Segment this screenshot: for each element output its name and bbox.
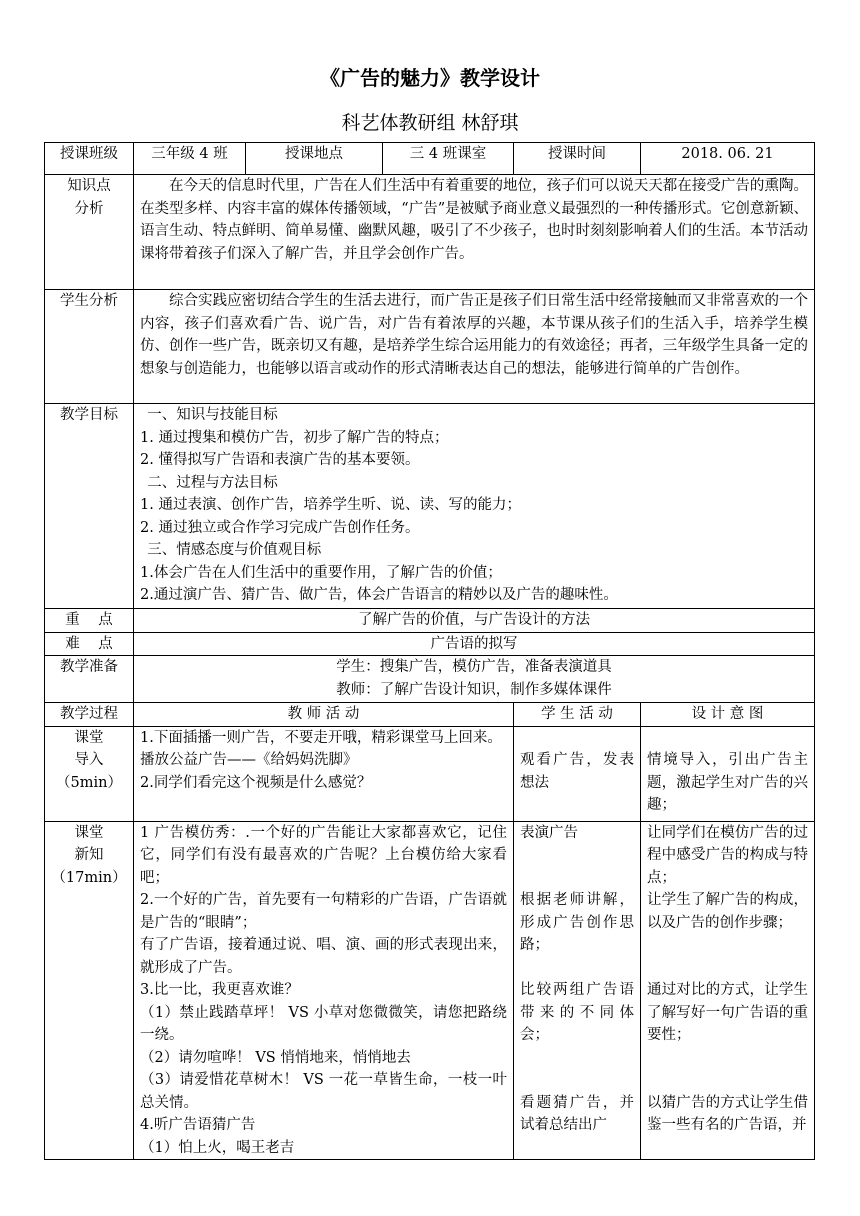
document-subtitle: 科艺体教研组 林舒琪 xyxy=(341,112,519,134)
difficulty-row xyxy=(45,632,815,656)
class-label: 授课班级 xyxy=(45,143,134,175)
goals-line: 1.体会广告在人们生活中的重要作用，了解广告的价值； xyxy=(140,564,502,581)
preparation-row xyxy=(45,656,815,703)
goals-line: 二、过程与方法目标 xyxy=(147,474,278,491)
place-label: 授课地点 xyxy=(246,143,383,175)
goals-line: 一、知识与技能目标 xyxy=(147,407,278,423)
stage-new-label: 课堂 新知 （17min） xyxy=(45,821,134,1160)
intent-column-header: 设 计 意 图 xyxy=(641,703,815,727)
stage-intro-teacher: 1.下面插播一则广告，不要走开哦，精彩课堂马上回来。 播放公益广告——《给妈妈洗脚》 2.同学们看完这个视频是什么感觉？ xyxy=(134,726,514,821)
key-point-row xyxy=(45,609,815,633)
goals-line: 三、情感态度与价值观目标 xyxy=(147,542,322,558)
stage-new-row xyxy=(45,821,815,1160)
student-column-header: 学 生 活 动 xyxy=(514,703,641,727)
students-text: 综合实践应密切结合学生的生活去进行，而广告正是孩子们日常生活中经常接触而又非常喜欢的一个内容，孩子们喜欢看广告、说广告，对广告有着浓厚的兴趣，本节课从孩子们的生活入手，培养学生模仿、创作一些广告，既亲切又有趣，是培养学生综合运用能力的有效途径；再者，三年级学生具备一定的想象与创造能力，也能够以语言或动作的形式清晰表达自己的想法，能够进行简单的广告创作。 xyxy=(134,290,815,404)
goals-line: 2. 懂得拟写广告语和表演广告的基本要领。 xyxy=(140,452,420,468)
preparation-text xyxy=(134,656,815,703)
process-label: 教学过程 xyxy=(45,703,134,727)
knowledge-row xyxy=(45,175,815,290)
goals-list xyxy=(134,404,815,609)
header-row xyxy=(45,143,815,175)
stage-intro-label: 课堂 导入 （5min） xyxy=(45,726,134,821)
lesson-plan-table xyxy=(44,142,815,1160)
goals-line: 1. 通过表演、创作广告，培养学生听、说、读、写的能力； xyxy=(140,497,521,513)
students-label: 学生分析 xyxy=(45,290,134,404)
goals-label: 教学目标 xyxy=(45,404,134,609)
stage-new-intent: 让同学们在模仿广告的过程中感受广告的构成与特点； 让学生了解广告的构成，以及广告的创作步骤； 通过对比的方式，让学生了解写好一句广告语的重要性； 以猜广告的方式让学生借鉴一些有名的广告语，并 xyxy=(641,821,815,1160)
stage-new-teacher: 1 广告模仿秀：.一个好的广告能让大家都喜欢它，记住它，同学们有没有最喜欢的广告呢？上台模仿给大家看吧； 2.一个好的广告，首先要有一句精彩的广告语，广告语就是广告的“眼睛”； 有了广告语，接着通过说、唱、演、画的形式表现出来，就形成了广告。 3.比一比，我更喜欢谁？ （1）禁止践踏草坪！ VS 小草对您微微笑，请您把路绕一绕。 （2）请勿喧哗！ VS 悄悄地来，悄悄地去 （3）请爱惜花草树木！ VS 一花一草皆生命，一枝一叶总关情。 4.听广告语猜广告 （1）怕上火，喝王老吉 xyxy=(134,821,514,1160)
goals-row xyxy=(45,404,815,609)
difficulty-label: 难 点 xyxy=(45,632,134,656)
stage-intro-intent: 情境导入，引出广告主题，激起学生对广告的兴趣； xyxy=(641,726,815,821)
document-title: 《广告的魅力》教学设计 xyxy=(320,66,540,90)
stage-new-student: 表演广告 根据老师讲解，形成广告创作思路； 比较两组广告语带来的不同体会； 看题猜广告，并试着总结出广 xyxy=(514,821,641,1160)
students-row xyxy=(45,290,815,404)
class-value: 三年级 4 班 xyxy=(134,143,246,175)
place-value: 三 4 班课室 xyxy=(383,143,514,175)
goals-line: 1. 通过搜集和模仿广告，初步了解广告的特点； xyxy=(140,429,449,446)
goals-line: 2. 通过独立或合作学习完成广告创作任务。 xyxy=(140,519,420,536)
stage-intro-student: 观看广告，发表想法 xyxy=(514,726,641,821)
preparation-label: 教学准备 xyxy=(45,656,134,703)
knowledge-label: 知识点 分析 xyxy=(45,175,134,290)
stage-intro-row xyxy=(45,726,815,821)
key-point-value: 了解广告的价值，与广告设计的方法 xyxy=(134,609,815,633)
time-value: 2018. 06. 21 xyxy=(641,143,815,175)
teacher-column-header: 教 师 活 动 xyxy=(134,703,514,727)
knowledge-text: 在今天的信息时代里，广告在人们生活中有着重要的地位，孩子们可以说天天都在接受广告的熏陶。在类型多样、内容丰富的媒体传播领域，“广告”是被赋予商业意义最强烈的一种传播形式。它创意新颖、语言生动、特点鲜明、简单易懂、幽默风趣，吸引了不少孩子，也时时刻刻影响着人们的生活。本节活动课将带着孩子们深入了解广告，并且学会创作广告。 xyxy=(134,175,815,290)
preparation-line: 教师：了解广告设计知识，制作多媒体课件 xyxy=(336,681,612,698)
difficulty-value: 广告语的拟写 xyxy=(134,632,815,656)
goals-line: 2.通过演广告、猜广告、做广告，体会广告语言的精妙以及广告的趣味性。 xyxy=(140,587,618,603)
process-header-row xyxy=(45,703,815,727)
time-label: 授课时间 xyxy=(514,143,641,175)
preparation-line: 学生：搜集广告，模仿广告，准备表演道具 xyxy=(336,659,612,675)
key-point-label: 重 点 xyxy=(45,609,134,633)
